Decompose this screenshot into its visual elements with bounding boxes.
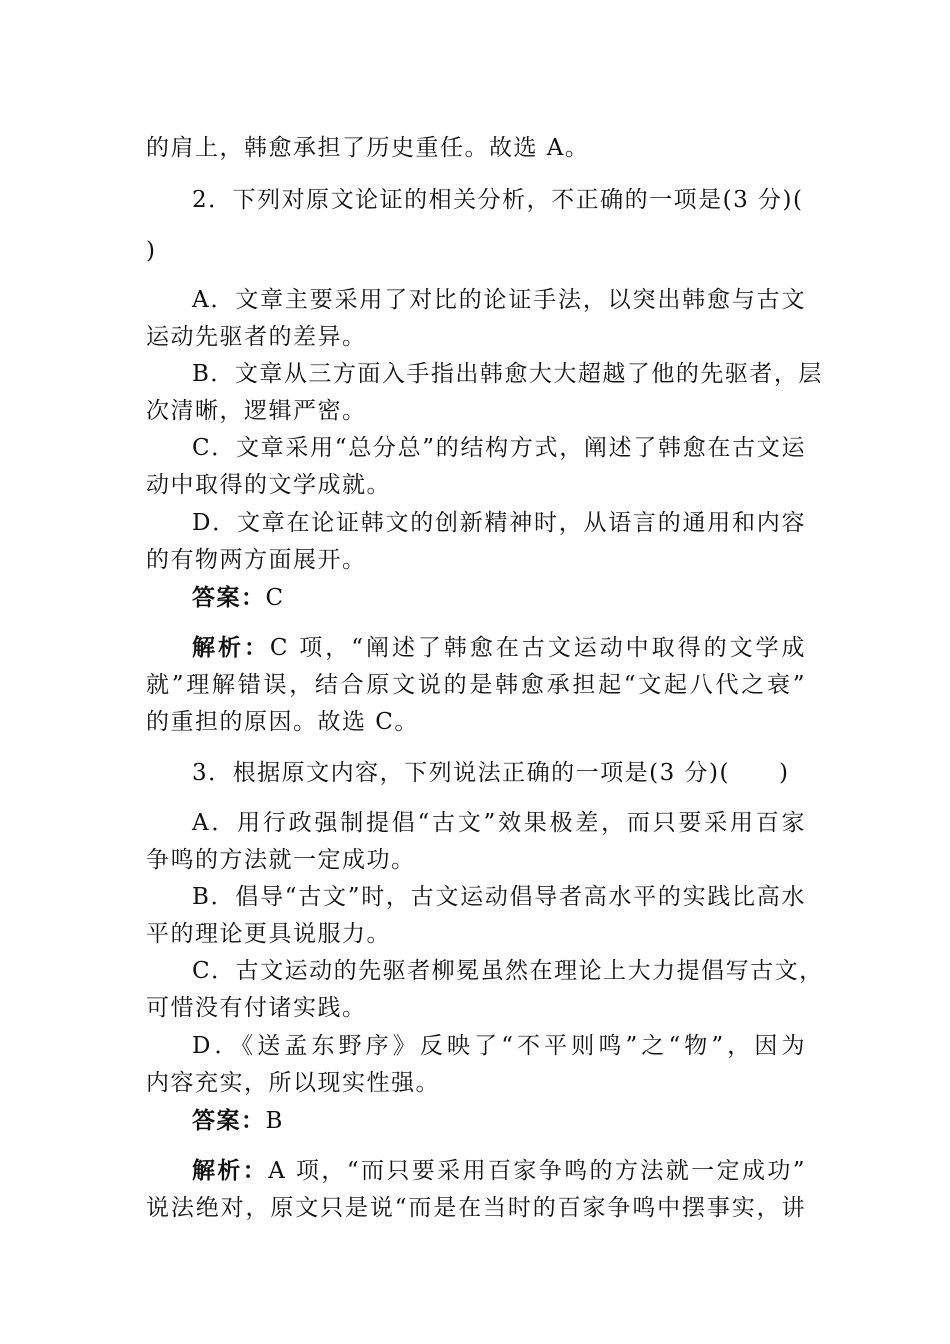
option-c-line-2: 动中取得的文学成就。 <box>146 472 391 498</box>
analysis-text: A 项，“而只要采用百家争鸣的方法就一定成功” <box>268 1158 807 1184</box>
answer-3 <box>192 1104 806 1138</box>
analysis-label: 解析： <box>192 634 270 661</box>
answer-label: 答案： <box>192 584 266 611</box>
answer-2 <box>192 581 806 615</box>
answer-value: B <box>265 1108 284 1134</box>
option-d-line-2: 内容充实，所以现实性强。 <box>146 1070 440 1096</box>
option-d-line-2: 的有物两方面展开。 <box>146 547 367 573</box>
analysis-2-line-3: 的重担的原因。故选 C。 <box>146 709 419 735</box>
option-b-line-1: B．倡导“古文”时，古文运动倡导者高水平的实践比高水 <box>192 884 806 910</box>
analysis-3-line-2: 说法绝对，原文只是说“而是在当时的百家争鸣中摆事实，讲 <box>146 1195 806 1221</box>
option-c-line-1: C．古文运动的先驱者柳冕虽然在理论上大力提倡写古文， <box>192 958 824 984</box>
question-2-stem: 2．下列对原文论证的相关分析，不正确的一项是(3 分)( <box>192 187 804 213</box>
option-a-line-2: 争鸣的方法就一定成功。 <box>146 847 416 873</box>
option-a-line-1: A．文章主要采用了对比的论证手法，以突出韩愈与古文 <box>192 287 806 313</box>
analysis-text: C 项，“阐述了韩愈在古文运动中取得的文学成 <box>269 635 807 661</box>
answer-label: 答案： <box>192 1107 266 1134</box>
option-a-line-1: A．用行政强制提倡“古文”效果极差，而只要采用百家 <box>192 810 806 836</box>
question-3-stem: 3．根据原文内容，下列说法正确的一项是(3 分)( ) <box>192 760 790 786</box>
answer-value: C <box>265 585 285 611</box>
analysis-2-line-1 <box>192 631 806 665</box>
analysis-label: 解析： <box>192 1157 269 1184</box>
question-2-paren: ) <box>146 238 157 264</box>
option-b-line-1: B．文章从三方面入手指出韩愈大大超越了他的先驱者，层 <box>192 361 823 387</box>
analysis-2-line-2: 就”理解错误，结合原文说的是韩愈承担起“文起八代之衰” <box>146 672 806 698</box>
option-b-line-2: 平的理论更具说服力。 <box>146 921 391 947</box>
option-b-line-2: 次清晰，逻辑严密。 <box>146 398 367 424</box>
analysis-3-line-1 <box>192 1154 806 1188</box>
option-c-line-1: C．文章采用“总分总”的结构方式，阐述了韩愈在古文运 <box>192 435 806 461</box>
option-a-line-2: 运动先驱者的差异。 <box>146 324 367 350</box>
text-line: 的肩上，韩愈承担了历史重任。故选 A。 <box>146 135 590 161</box>
option-d-line-1: D．文章在论证韩文的创新精神时，从语言的通用和内容 <box>192 510 806 536</box>
option-c-line-2: 可惜没有付诸实践。 <box>146 995 367 1021</box>
option-d-line-1: D．《送孟东野序》反映了“不平则鸣”之“物”，因为 <box>192 1033 806 1059</box>
